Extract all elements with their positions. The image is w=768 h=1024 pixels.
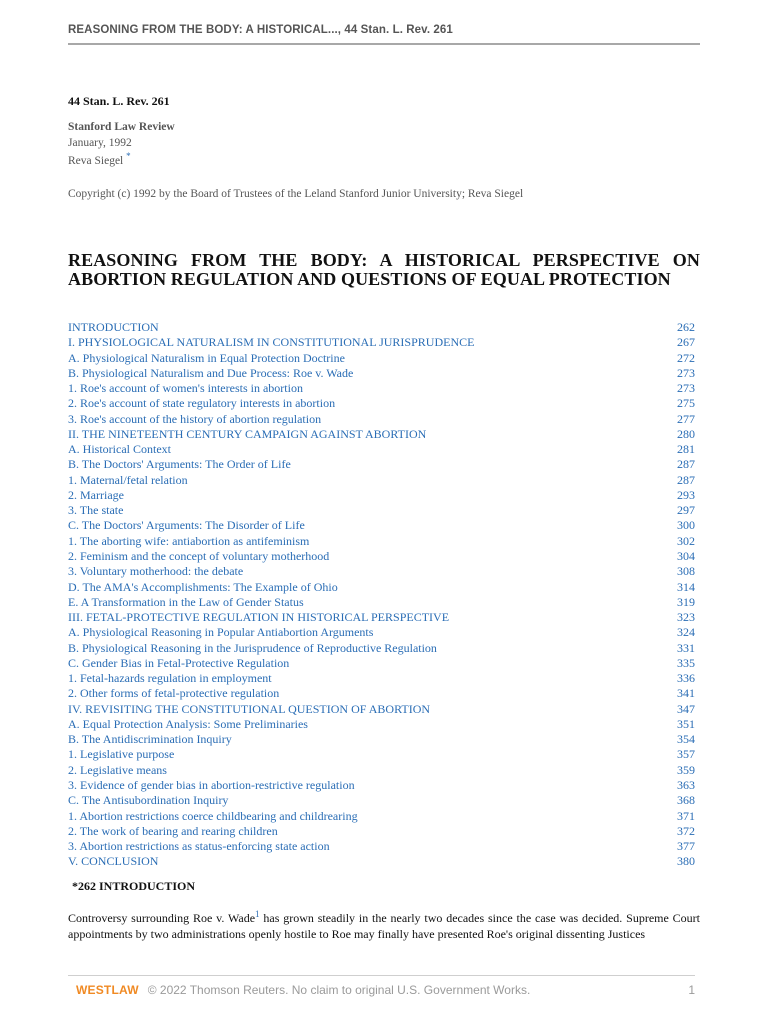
toc-entry-label[interactable]: A. Physiological Reasoning in Popular Antiabortion Arguments bbox=[68, 625, 374, 640]
toc-entry-page[interactable]: 377 bbox=[677, 839, 695, 854]
toc-entry[interactable] bbox=[68, 839, 695, 854]
toc-entry[interactable] bbox=[68, 396, 695, 411]
toc-entry[interactable] bbox=[68, 320, 695, 335]
toc-entry-page[interactable]: 281 bbox=[677, 442, 695, 457]
page-footer bbox=[68, 980, 695, 1000]
toc-entry-page[interactable]: 324 bbox=[677, 625, 695, 640]
toc-entry[interactable] bbox=[68, 427, 695, 442]
toc-entry-label[interactable]: 3. Evidence of gender bias in abortion-restrictive regulation bbox=[68, 777, 355, 792]
toc-entry[interactable] bbox=[68, 671, 695, 686]
toc-entry-label[interactable]: D. The AMA's Accomplishments: The Example of Ohio bbox=[68, 579, 338, 594]
toc-entry-label[interactable]: 1. Fetal-hazards regulation in employment bbox=[68, 671, 272, 686]
toc-entry-label[interactable]: A. Physiological Naturalism in Equal Protection Doctrine bbox=[68, 350, 345, 365]
toc-entry-label[interactable]: IV. REVISITING THE CONSTITUTIONAL QUESTION OF ABORTION bbox=[68, 701, 431, 716]
toc-entry-page[interactable]: 357 bbox=[677, 747, 695, 762]
toc-entry[interactable] bbox=[68, 549, 695, 564]
toc-entry-page[interactable]: 308 bbox=[677, 564, 695, 579]
toc-entry-page[interactable]: 363 bbox=[677, 777, 695, 792]
toc-entry-page[interactable]: 302 bbox=[677, 533, 695, 548]
toc-entry-label[interactable]: 3. Roe's account of the history of abortion regulation bbox=[68, 411, 322, 426]
running-header: REASONING FROM THE BODY: A HISTORICAL..., 44 Stan. L. Rev. 261 bbox=[68, 24, 453, 36]
toc-entry-label[interactable]: I. PHYSIOLOGICAL NATURALISM IN CONSTITUTIONAL JURISPRUDENCE bbox=[68, 335, 475, 350]
toc-entry-label[interactable]: II. THE NINETEENTH CENTURY CAMPAIGN AGAINST ABORTION bbox=[68, 426, 427, 441]
toc-entry-page[interactable]: 372 bbox=[677, 823, 695, 838]
article-title: REASONING FROM THE BODY: A HISTORICAL PERSPECTIVE ON ABORTION REGULATION AND QUESTIONS OF EQUAL PROTECTION bbox=[68, 250, 700, 289]
toc-entry-page[interactable]: 293 bbox=[677, 487, 695, 502]
toc-entry[interactable] bbox=[68, 641, 695, 656]
header-divider bbox=[68, 43, 700, 45]
toc-entry[interactable] bbox=[68, 412, 695, 427]
body-paragraph bbox=[68, 910, 700, 942]
toc-entry-label[interactable]: 3. Voluntary motherhood: the debate bbox=[68, 564, 244, 579]
toc-entry[interactable] bbox=[68, 824, 695, 839]
toc-entry[interactable] bbox=[68, 564, 695, 579]
toc-entry-label[interactable]: 2. The work of bearing and rearing children bbox=[68, 823, 278, 838]
toc-entry-page[interactable]: 380 bbox=[677, 854, 695, 869]
toc-entry-label[interactable]: 3. The state bbox=[68, 503, 124, 518]
toc-entry[interactable] bbox=[68, 809, 695, 824]
toc-entry-label[interactable]: A. Historical Context bbox=[68, 442, 171, 457]
toc-entry[interactable] bbox=[68, 335, 695, 350]
toc-entry-page[interactable]: 331 bbox=[677, 640, 695, 655]
toc-entry[interactable] bbox=[68, 702, 695, 717]
toc-entry-label[interactable]: 1. Abortion restrictions coerce childbearing and childrearing bbox=[68, 808, 358, 823]
toc-entry[interactable] bbox=[68, 793, 695, 808]
toc-entry-page[interactable]: 336 bbox=[677, 671, 695, 686]
toc-entry[interactable] bbox=[68, 747, 695, 762]
toc-entry-page[interactable]: 368 bbox=[677, 793, 695, 808]
toc-entry-page[interactable]: 280 bbox=[677, 426, 695, 441]
toc-entry[interactable] bbox=[68, 656, 695, 671]
toc-entry-label[interactable]: E. A Transformation in the Law of Gender Status bbox=[68, 594, 304, 609]
toc-entry-page[interactable]: 277 bbox=[677, 411, 695, 426]
footer-divider bbox=[68, 975, 695, 976]
toc-entry-page[interactable]: 335 bbox=[677, 655, 695, 670]
toc-entry-page[interactable]: 371 bbox=[677, 808, 695, 823]
toc-entry[interactable] bbox=[68, 534, 695, 549]
journal-name: Stanford Law Review bbox=[68, 121, 175, 133]
author-line bbox=[68, 151, 131, 167]
toc-entry-label[interactable]: C. The Antisubordination Inquiry bbox=[68, 793, 229, 808]
toc-entry-label[interactable]: B. The Antidiscrimination Inquiry bbox=[68, 732, 232, 747]
toc-entry-page[interactable]: 351 bbox=[677, 716, 695, 731]
toc-entry-page[interactable]: 287 bbox=[677, 457, 695, 472]
author-footnote-marker[interactable]: * bbox=[126, 151, 131, 162]
toc-entry-label[interactable]: 2. Other forms of fetal-protective regulation bbox=[68, 686, 280, 701]
toc-entry[interactable] bbox=[68, 503, 695, 518]
toc-entry-label[interactable]: 1. The aborting wife: antiabortion as antifeminism bbox=[68, 533, 310, 548]
toc-entry[interactable] bbox=[68, 381, 695, 396]
toc-entry[interactable] bbox=[68, 854, 695, 869]
toc-entry-page[interactable]: 319 bbox=[677, 594, 695, 609]
toc-entry-label[interactable]: III. FETAL-PROTECTIVE REGULATION IN HISTORICAL PERSPECTIVE bbox=[68, 610, 450, 625]
toc-entry-page[interactable]: 347 bbox=[677, 701, 695, 716]
footer-notice: © 2022 Thomson Reuters. No claim to original U.S. Government Works. bbox=[147, 983, 531, 997]
toc-entry-label[interactable]: 3. Abortion restrictions as status-enforcing state action bbox=[68, 839, 330, 854]
toc-entry-label[interactable]: 1. Roe's account of women's interests in abortion bbox=[68, 381, 303, 396]
toc-entry-label[interactable]: B. The Doctors' Arguments: The Order of Life bbox=[68, 457, 291, 472]
copyright-notice: Copyright (c) 1992 by the Board of Trustees of the Leland Stanford Junior University; Reva Siegel bbox=[68, 188, 524, 200]
toc-entry-label[interactable]: 2. Legislative means bbox=[68, 762, 167, 777]
toc-entry-page[interactable]: 354 bbox=[677, 732, 695, 747]
toc-entry[interactable] bbox=[68, 610, 695, 625]
toc-entry-label[interactable]: C. Gender Bias in Fetal-Protective Regulation bbox=[68, 655, 290, 670]
toc-entry-page[interactable]: 297 bbox=[677, 503, 695, 518]
toc-entry-page[interactable]: 341 bbox=[677, 686, 695, 701]
toc-entry-page[interactable]: 287 bbox=[677, 472, 695, 487]
toc-entry[interactable] bbox=[68, 686, 695, 701]
toc-entry-page[interactable]: 262 bbox=[677, 320, 695, 334]
toc-entry-page[interactable]: 272 bbox=[677, 350, 695, 365]
toc-entry-label[interactable]: A. Equal Protection Analysis: Some Preliminaries bbox=[68, 716, 308, 731]
toc-entry[interactable] bbox=[68, 518, 695, 533]
toc-entry-page[interactable]: 267 bbox=[677, 335, 695, 350]
toc-entry[interactable] bbox=[68, 625, 695, 640]
toc-entry[interactable] bbox=[68, 717, 695, 732]
toc-entry[interactable] bbox=[68, 778, 695, 793]
toc-entry-label[interactable]: 2. Feminism and the concept of voluntary motherhood bbox=[68, 548, 330, 563]
toc-entry-page[interactable]: 273 bbox=[677, 381, 695, 396]
toc-entry-page[interactable]: 314 bbox=[677, 579, 695, 594]
toc-entry-page[interactable]: 273 bbox=[677, 365, 695, 380]
toc-entry-page[interactable]: 275 bbox=[677, 396, 695, 411]
toc-entry[interactable] bbox=[68, 351, 695, 366]
toc-entry[interactable] bbox=[68, 595, 695, 610]
toc-entry-label[interactable]: 1. Maternal/fetal relation bbox=[68, 472, 188, 487]
author-name: Reva Siegel bbox=[68, 155, 124, 167]
toc-entry-label[interactable]: 2. Roe's account of state regulatory interests in abortion bbox=[68, 396, 336, 411]
section-heading-introduction: *262 INTRODUCTION bbox=[72, 879, 196, 893]
toc-entry-label[interactable]: 2. Marriage bbox=[68, 487, 124, 502]
footnote-link[interactable]: 1 bbox=[255, 909, 260, 919]
toc-entry-label[interactable]: INTRODUCTION bbox=[68, 320, 159, 334]
table-of-contents bbox=[68, 320, 695, 870]
toc-entry-label[interactable]: C. The Doctors' Arguments: The Disorder of Life bbox=[68, 518, 305, 533]
toc-entry-label[interactable]: B. Physiological Naturalism and Due Process: Roe v. Wade bbox=[68, 365, 354, 380]
toc-entry-label[interactable]: B. Physiological Reasoning in the Jurisprudence of Reproductive Regulation bbox=[68, 640, 437, 655]
toc-entry[interactable] bbox=[68, 473, 695, 488]
toc-entry[interactable] bbox=[68, 732, 695, 747]
toc-entry[interactable] bbox=[68, 442, 695, 457]
toc-entry[interactable] bbox=[68, 488, 695, 503]
westlaw-logo: WESTLAW bbox=[76, 983, 139, 997]
toc-entry-label[interactable]: V. CONCLUSION bbox=[68, 854, 159, 869]
toc-entry-label[interactable]: 1. Legislative purpose bbox=[68, 747, 175, 762]
toc-entry-page[interactable]: 300 bbox=[677, 518, 695, 533]
page-number: 1 bbox=[688, 983, 695, 997]
toc-entry-page[interactable]: 323 bbox=[677, 610, 695, 625]
citation: 44 Stan. L. Rev. 261 bbox=[68, 94, 170, 108]
toc-entry-page[interactable]: 359 bbox=[677, 762, 695, 777]
body-text-start: Controversy surrounding Roe v. Wade bbox=[68, 911, 256, 925]
toc-entry[interactable] bbox=[68, 763, 695, 778]
toc-entry[interactable] bbox=[68, 366, 695, 381]
body-text-continuation: has grown steadily in the nearly two decades since the case was decided. Supreme Court appointments by two administrations openly hostile to Roe may finally have presented Roe's original dissenting Justices bbox=[68, 911, 700, 941]
publication-date: January, 1992 bbox=[68, 137, 132, 149]
toc-entry[interactable] bbox=[68, 580, 695, 595]
toc-entry-page[interactable]: 304 bbox=[677, 548, 695, 563]
toc-entry[interactable] bbox=[68, 457, 695, 472]
